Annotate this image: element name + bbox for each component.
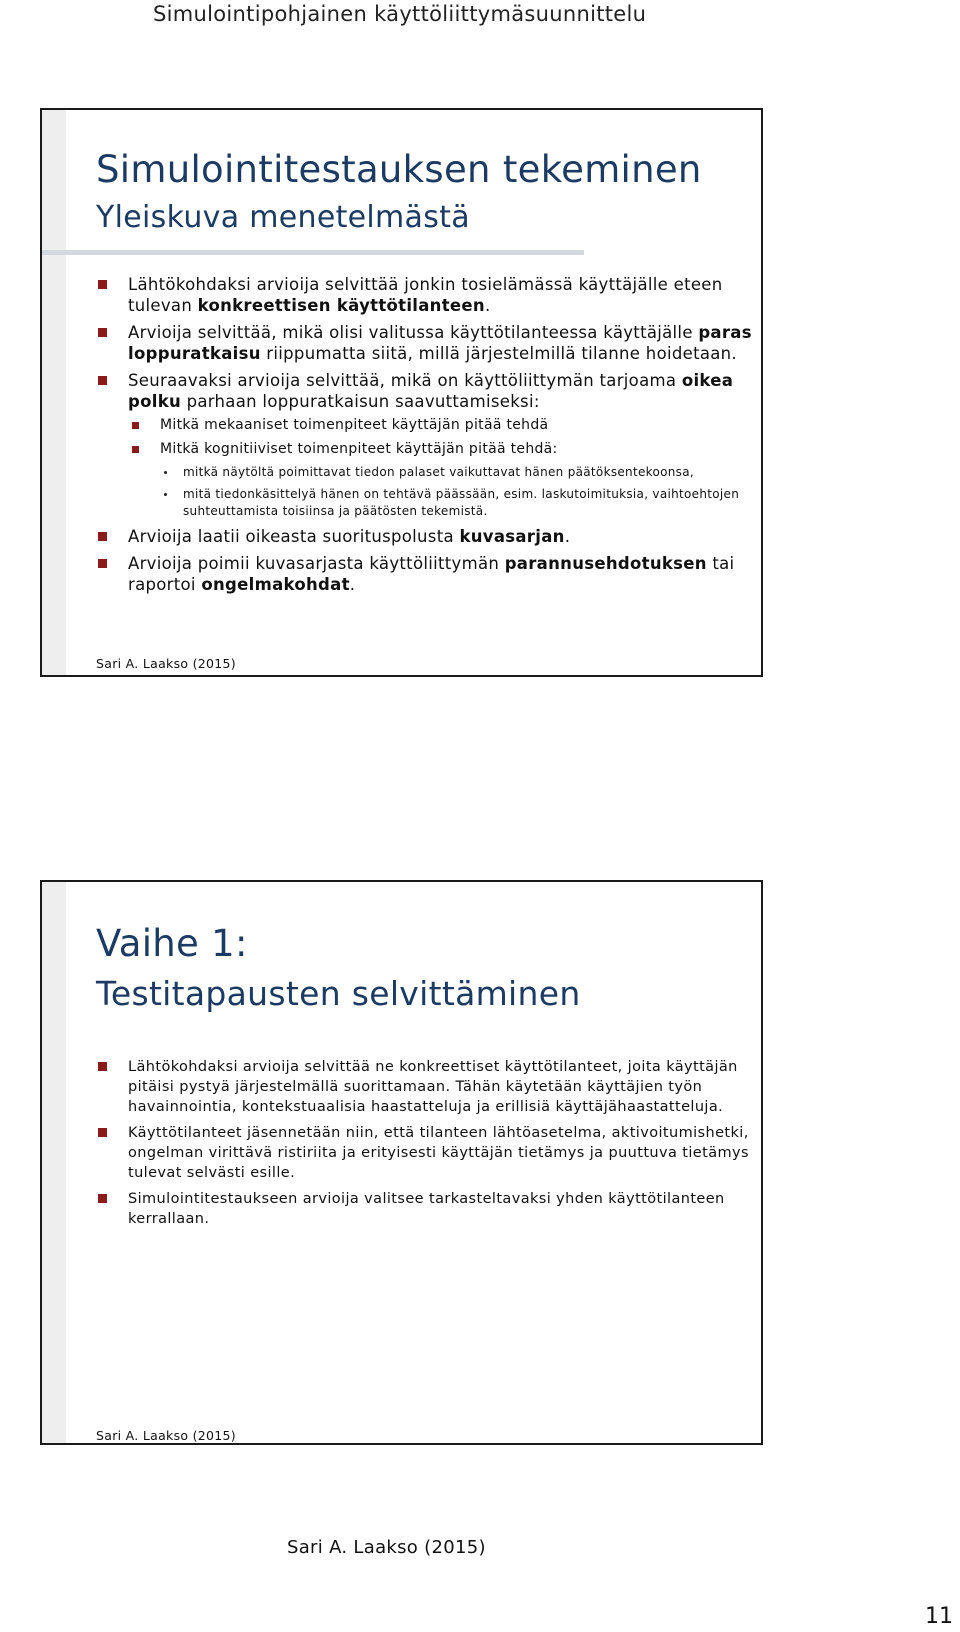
page-header: Simulointipohjainen käyttöliittymäsuunnittelu [153, 2, 647, 26]
sub-sub-bullet-item: mitkä näytöltä poimittavat tiedon palaset vaikuttavat hänen päätöksentekoonsa, [160, 464, 753, 481]
bullet-item [96, 553, 753, 595]
bullet-item: Simulointitestaukseen arvioija valitsee tarkasteltavaksi yhden käyttötilanteen kerrallaan. [96, 1189, 753, 1229]
page-footer: Sari A. Laakso (2015) [287, 1537, 486, 1558]
bullet-emphasis: oikea polku [128, 371, 734, 411]
slide-footer: Sari A. Laakso (2015) [96, 1428, 236, 1443]
bullet-item [96, 322, 753, 364]
bullet-emphasis: paras loppuratkaisu [128, 323, 752, 363]
slide-title: Vaihe 1: [96, 922, 248, 965]
sub-sub-bullet-item: mitä tiedonkäsittelyä hänen on tehtävä päässään, esim. laskutoimituksia, vaihtoehtojen suhteuttamista toisiinsa ja päätösten tekemistä. [160, 486, 753, 520]
slide-subtitle: Yleiskuva menetelmästä [96, 200, 470, 235]
bullet-text: tai raportoi [128, 554, 735, 594]
bullet-text: Lähtökohdaksi arvioija selvittää jonkin tosielämässä käyttäjälle eteen tulevan [128, 275, 723, 315]
bullet-text: Arvioija poimii kuvasarjasta käyttöliittymän [128, 554, 505, 573]
bullet-text: riippumatta siitä, millä järjestelmillä tilanne hoidetaan. [260, 344, 737, 363]
bullet-item [96, 370, 753, 412]
slide-side-stripe [42, 882, 66, 1443]
slide-side-stripe [42, 110, 66, 675]
sub-bullet-item: Mitkä mekaaniset toimenpiteet käyttäjän pitää tehdä [128, 416, 753, 435]
bullet-text: Arvioija laatii oikeasta suorituspolusta [128, 527, 460, 546]
sub-bullet-item: Mitkä kognitiiviset toimenpiteet käyttäjän pitää tehdä: [128, 440, 753, 459]
bullet-text: Seuraavaksi arvioija selvittää, mikä on käyttöliittymän tarjoama [128, 371, 682, 390]
bullet-text: . [564, 527, 571, 546]
bullet-item [96, 274, 753, 316]
bullet-emphasis: ongelmakohdat [201, 575, 350, 594]
slide-subtitle: Testitapausten selvittäminen [96, 974, 581, 1013]
slide-title: Simulointitestauksen tekeminen [96, 148, 702, 191]
bullet-emphasis: kuvasarjan [459, 527, 565, 546]
bullet-item: Käyttötilanteet jäsennetään niin, että tilanteen lähtöasetelma, aktivoitumishetki, ongelman virittävä ristiriita ja erityisesti käyttäjän tietämys ja puuttuva tietämys tulevat selvästi esille. [96, 1123, 753, 1183]
bullet-item: Lähtökohdaksi arvioija selvittää ne konkreettiset käyttötilanteet, joita käyttäjän pitäisi pystyä järjestelmällä suorittamaan. Tähän käytetään käyttäjien työn havainnointia, kontekstuaalisia haastatteluja ja erillisiä käyttäjähaastatteluja. [96, 1057, 753, 1117]
slide-2 [40, 880, 763, 1445]
page-number: 11 [925, 1604, 953, 1629]
slide-1 [40, 108, 763, 677]
bullet-text: . [484, 296, 491, 315]
bullet-text: Arvioija selvittää, mikä olisi valitussa käyttötilanteessa käyttäjälle [128, 323, 699, 342]
slide-footer: Sari A. Laakso (2015) [96, 656, 236, 671]
bullet-text: parhaan loppuratkaisun saavuttamiseksi: [181, 392, 540, 411]
bullet-item [96, 526, 753, 547]
bullet-list [96, 1057, 753, 1235]
bullet-text: . [349, 575, 356, 594]
bullet-emphasis: parannusehdotuksen [504, 554, 707, 573]
bullet-list [96, 274, 753, 601]
bullet-emphasis: konkreettisen käyttötilanteen [197, 296, 485, 315]
title-divider [42, 250, 584, 255]
